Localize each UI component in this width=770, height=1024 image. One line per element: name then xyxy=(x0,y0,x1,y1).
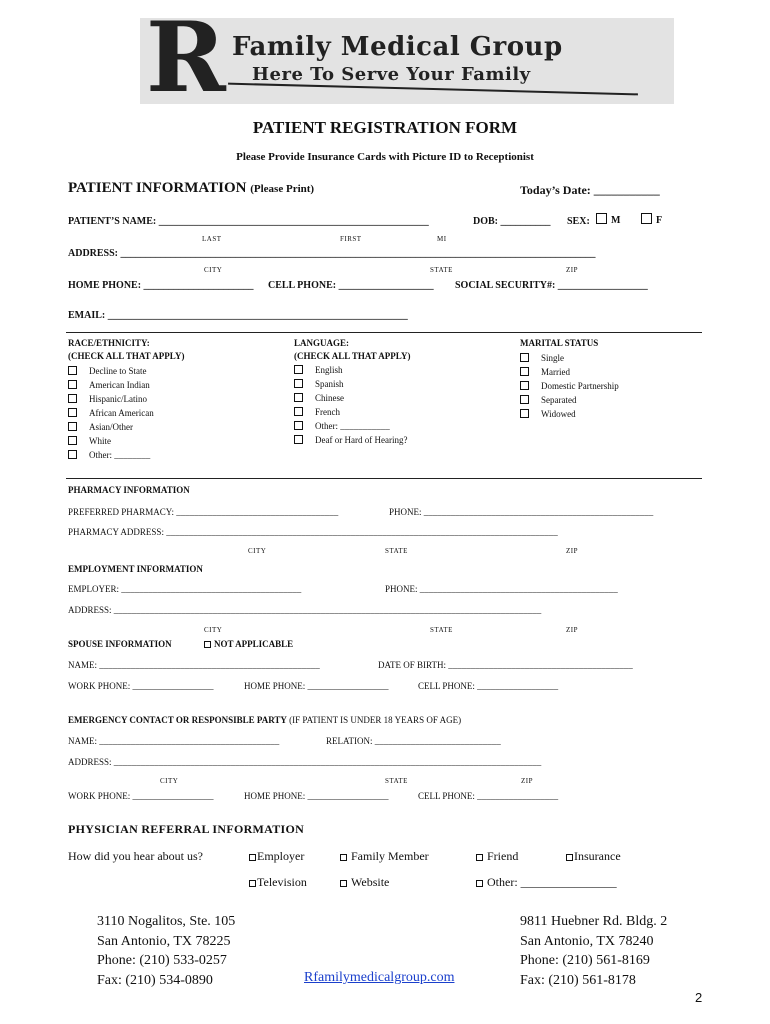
referral-option-friend[interactable] xyxy=(476,849,518,864)
preferred-pharmacy-field[interactable]: PREFERRED PHARMACY: ____________________________________ xyxy=(68,507,339,517)
race-checkbox[interactable] xyxy=(68,436,77,445)
pharmacy-phone-field[interactable]: PHONE: ___________________________________________________ xyxy=(389,507,654,517)
race-option[interactable] xyxy=(68,392,154,406)
employer-phone-field[interactable]: PHONE: ____________________________________________ xyxy=(385,584,618,594)
referral-question: How did you hear about us? xyxy=(68,849,203,863)
footer-line: Phone: (210) 533-0257 xyxy=(97,953,227,968)
footer-line: Fax: (210) 534-0890 xyxy=(97,972,213,988)
state-sublabel: STATE xyxy=(430,266,453,274)
referral-option-label: Insurance xyxy=(574,849,621,863)
zip-sublabel: ZIP xyxy=(566,266,578,274)
race-checkbox[interactable] xyxy=(68,394,77,403)
footer-line: San Antonio, TX 78225 xyxy=(97,933,231,949)
race-checkbox[interactable] xyxy=(68,380,77,389)
race-option[interactable] xyxy=(68,420,154,434)
address-field[interactable]: ADDRESS: _______________________________________________________________________________________________ xyxy=(68,248,596,259)
race-option-label: Asian/Other xyxy=(89,422,133,432)
employment-heading: EMPLOYMENT INFORMATION xyxy=(68,564,203,574)
footer-line: Fax: (210) 561-8178 xyxy=(520,972,636,988)
spouse-heading: SPOUSE INFORMATION xyxy=(68,639,172,649)
emergency-name-field[interactable]: NAME: ________________________________________ xyxy=(68,736,280,746)
city-sublabel: CITY xyxy=(248,547,267,555)
zip-sublabel: ZIP xyxy=(521,777,533,785)
logo-title: Family Medical Group xyxy=(232,32,563,62)
home-phone-field[interactable]: HOME PHONE: ______________________ xyxy=(68,280,254,291)
not-applicable-label: NOT APPLICABLE xyxy=(214,639,294,649)
referral-option-family-member[interactable] xyxy=(340,849,429,864)
patient-info-note: (Please Print) xyxy=(250,183,315,195)
emergency-relation-field[interactable]: RELATION: ____________________________ xyxy=(326,736,501,746)
marital-option-label: Single xyxy=(541,353,565,363)
divider xyxy=(66,332,702,333)
zip-sublabel: ZIP xyxy=(566,547,578,555)
referral-option-label: Other: ________________ xyxy=(487,875,617,889)
marital-option[interactable] xyxy=(520,393,619,407)
language-heading: LANGUAGE: xyxy=(294,338,350,348)
language-list xyxy=(294,363,407,447)
marital-heading: MARITAL STATUS xyxy=(520,338,599,348)
television-checkbox[interactable] xyxy=(249,880,256,887)
footer-line: San Antonio, TX 78240 xyxy=(520,933,654,949)
referral-option-label: Friend xyxy=(487,849,519,863)
cell-phone-field[interactable]: CELL PHONE: ___________________ xyxy=(268,280,434,291)
friend-checkbox[interactable] xyxy=(476,854,483,861)
zip-sublabel: ZIP xyxy=(566,626,578,634)
state-sublabel: STATE xyxy=(430,626,453,634)
referral-option-other[interactable] xyxy=(476,875,617,890)
language-option-label: English xyxy=(315,365,343,375)
divider xyxy=(66,478,702,479)
footer-address-right xyxy=(520,912,667,990)
marital-checkbox[interactable] xyxy=(520,395,529,404)
insurance-checkbox[interactable] xyxy=(566,854,573,861)
marital-option-label: Domestic Partnership xyxy=(541,381,619,391)
website-link[interactable]: Rfamilymedicalgroup.com xyxy=(304,970,455,985)
sex-f-checkbox[interactable] xyxy=(641,213,652,224)
language-checkbox[interactable] xyxy=(294,407,303,416)
race-option[interactable] xyxy=(68,378,154,392)
spouse-name-field[interactable]: NAME: _________________________________________________ xyxy=(68,660,320,670)
race-checkbox[interactable] xyxy=(68,450,77,459)
race-subheading: (CHECK ALL THAT APPLY) xyxy=(68,351,185,361)
todays-date-field[interactable]: Today’s Date: ___________ xyxy=(520,183,660,197)
city-sublabel: CITY xyxy=(204,266,223,274)
website-checkbox[interactable] xyxy=(340,880,347,887)
marital-list xyxy=(520,351,619,421)
other-checkbox[interactable] xyxy=(476,880,483,887)
city-sublabel: CITY xyxy=(204,626,223,634)
language-checkbox[interactable] xyxy=(294,379,303,388)
marital-checkbox[interactable] xyxy=(520,409,529,418)
state-sublabel: STATE xyxy=(385,547,408,555)
referral-option-employer[interactable] xyxy=(249,849,304,864)
sex-m-checkbox[interactable] xyxy=(596,213,607,224)
race-option[interactable] xyxy=(68,434,154,448)
language-checkbox[interactable] xyxy=(294,435,303,444)
not-applicable-option[interactable] xyxy=(204,639,293,649)
emergency-address-field[interactable]: ADDRESS: _______________________________________________________________________________________________ xyxy=(68,757,542,767)
marital-option[interactable] xyxy=(520,379,619,393)
race-checkbox[interactable] xyxy=(68,366,77,375)
patient-name-field[interactable]: PATIENT’S NAME: ______________________________________________________ xyxy=(68,216,429,227)
not-applicable-checkbox[interactable] xyxy=(204,641,211,648)
marital-checkbox[interactable] xyxy=(520,353,529,362)
emergency-title: EMERGENCY CONTACT OR RESPONSIBLE PARTY xyxy=(68,715,287,725)
referral-option-label: Television xyxy=(257,875,307,889)
spouse-dob-field[interactable]: DATE OF BIRTH: _________________________________________ xyxy=(378,660,633,670)
sex-label: SEX: xyxy=(567,216,590,227)
language-option[interactable] xyxy=(294,405,407,419)
employer-field[interactable]: EMPLOYER: ________________________________________ xyxy=(68,584,302,594)
race-option-label: Hispanic/Latino xyxy=(89,394,147,404)
language-checkbox[interactable] xyxy=(294,365,303,374)
race-option-label: White xyxy=(89,436,111,446)
referral-option-television[interactable] xyxy=(249,875,307,890)
logo-letter: R xyxy=(146,1,226,114)
race-checkbox[interactable] xyxy=(68,422,77,431)
race-option-label: Decline to State xyxy=(89,366,147,376)
logo xyxy=(140,1,674,114)
form-subtitle: Please Provide Insurance Cards with Picture ID to Receptionist xyxy=(236,151,534,163)
language-option-label: Chinese xyxy=(315,393,344,403)
marital-option[interactable] xyxy=(520,351,619,365)
referral-heading: PHYSICIAN REFERRAL INFORMATION xyxy=(68,822,305,836)
employer-address-field[interactable]: ADDRESS: _______________________________________________________________________________________________ xyxy=(68,605,542,615)
race-heading: RACE/ETHNICITY: xyxy=(68,338,150,348)
sex-f-option[interactable] xyxy=(641,213,662,226)
emergency-note: (IF PATIENT IS UNDER 18 YEARS OF AGE) xyxy=(289,715,462,725)
language-checkbox[interactable] xyxy=(294,393,303,402)
language-option-label: Deaf or Hard of Hearing? xyxy=(315,435,408,445)
marital-option[interactable] xyxy=(520,407,619,421)
race-option[interactable] xyxy=(68,364,154,378)
emergency-work-phone-field[interactable]: WORK PHONE: __________________ xyxy=(68,791,214,801)
patient-info-heading xyxy=(68,180,314,197)
referral-option-website[interactable] xyxy=(340,875,389,890)
emergency-cell-phone-field[interactable]: CELL PHONE: __________________ xyxy=(418,791,559,801)
form-title: PATIENT REGISTRATION FORM xyxy=(252,118,518,137)
referral-option-label: Employer xyxy=(257,849,305,863)
marital-checkbox[interactable] xyxy=(520,381,529,390)
footer-address-left xyxy=(97,912,235,990)
marital-option-label: Widowed xyxy=(541,409,576,419)
marital-option[interactable] xyxy=(520,365,619,379)
race-checkbox[interactable] xyxy=(68,408,77,417)
sex-m-option[interactable] xyxy=(596,213,620,226)
spouse-work-phone-field[interactable]: WORK PHONE: __________________ xyxy=(68,681,214,691)
race-option-label: African American xyxy=(89,408,154,418)
language-option-label: French xyxy=(315,407,340,417)
ssn-field[interactable]: SOCIAL SECURITY#: __________________ xyxy=(455,280,648,291)
emergency-heading xyxy=(68,715,461,725)
referral-option-label: Website xyxy=(351,875,390,889)
marital-option-label: Separated xyxy=(541,395,577,405)
spouse-cell-phone-field[interactable]: CELL PHONE: __________________ xyxy=(418,681,559,691)
language-option-label: Spanish xyxy=(315,379,344,389)
language-option-label: Other: ___________ xyxy=(315,421,390,431)
patient-info-title: PATIENT INFORMATION xyxy=(68,180,247,196)
marital-option-label: Married xyxy=(541,367,570,377)
language-subheading: (CHECK ALL THAT APPLY) xyxy=(294,351,411,361)
email-field[interactable]: EMAIL: ____________________________________________________________ xyxy=(68,310,408,321)
language-option[interactable] xyxy=(294,391,407,405)
race-option[interactable] xyxy=(68,406,154,420)
dob-field[interactable]: DOB: __________ xyxy=(473,216,551,227)
logo-tagline: Here To Serve Your Family xyxy=(252,64,531,85)
footer-line: 9811 Huebner Rd. Bldg. 2 xyxy=(520,914,668,929)
race-option-label: Other: ________ xyxy=(89,450,151,460)
spouse-home-phone-field[interactable]: HOME PHONE: __________________ xyxy=(244,681,389,691)
mi-sublabel: MI xyxy=(437,235,447,243)
referral-option-insurance[interactable] xyxy=(566,849,621,864)
state-sublabel: STATE xyxy=(385,777,408,785)
page-number: 2 xyxy=(695,990,703,1005)
language-checkbox[interactable] xyxy=(294,421,303,430)
pharmacy-address-field[interactable]: PHARMACY ADDRESS: _______________________________________________________________________________________ xyxy=(68,527,558,537)
footer-line: Phone: (210) 561-8169 xyxy=(520,953,650,968)
family-member-checkbox[interactable] xyxy=(340,854,347,861)
footer-line: 3110 Nogalitos, Ste. 105 xyxy=(97,914,236,929)
race-option-label: American Indian xyxy=(89,380,150,390)
language-option[interactable] xyxy=(294,419,407,433)
language-option[interactable] xyxy=(294,377,407,391)
sex-m-label: M xyxy=(611,215,621,226)
employer-checkbox[interactable] xyxy=(249,854,256,861)
language-option[interactable] xyxy=(294,363,407,377)
language-option[interactable] xyxy=(294,433,407,447)
race-list xyxy=(68,364,154,462)
first-sublabel: FIRST xyxy=(340,235,362,243)
sex-f-label: F xyxy=(656,215,663,226)
city-sublabel: CITY xyxy=(160,777,179,785)
emergency-home-phone-field[interactable]: HOME PHONE: __________________ xyxy=(244,791,389,801)
pharmacy-heading: PHARMACY INFORMATION xyxy=(68,485,190,495)
last-sublabel: LAST xyxy=(202,235,222,243)
marital-checkbox[interactable] xyxy=(520,367,529,376)
race-option[interactable] xyxy=(68,448,154,462)
referral-option-label: Family Member xyxy=(351,849,429,863)
